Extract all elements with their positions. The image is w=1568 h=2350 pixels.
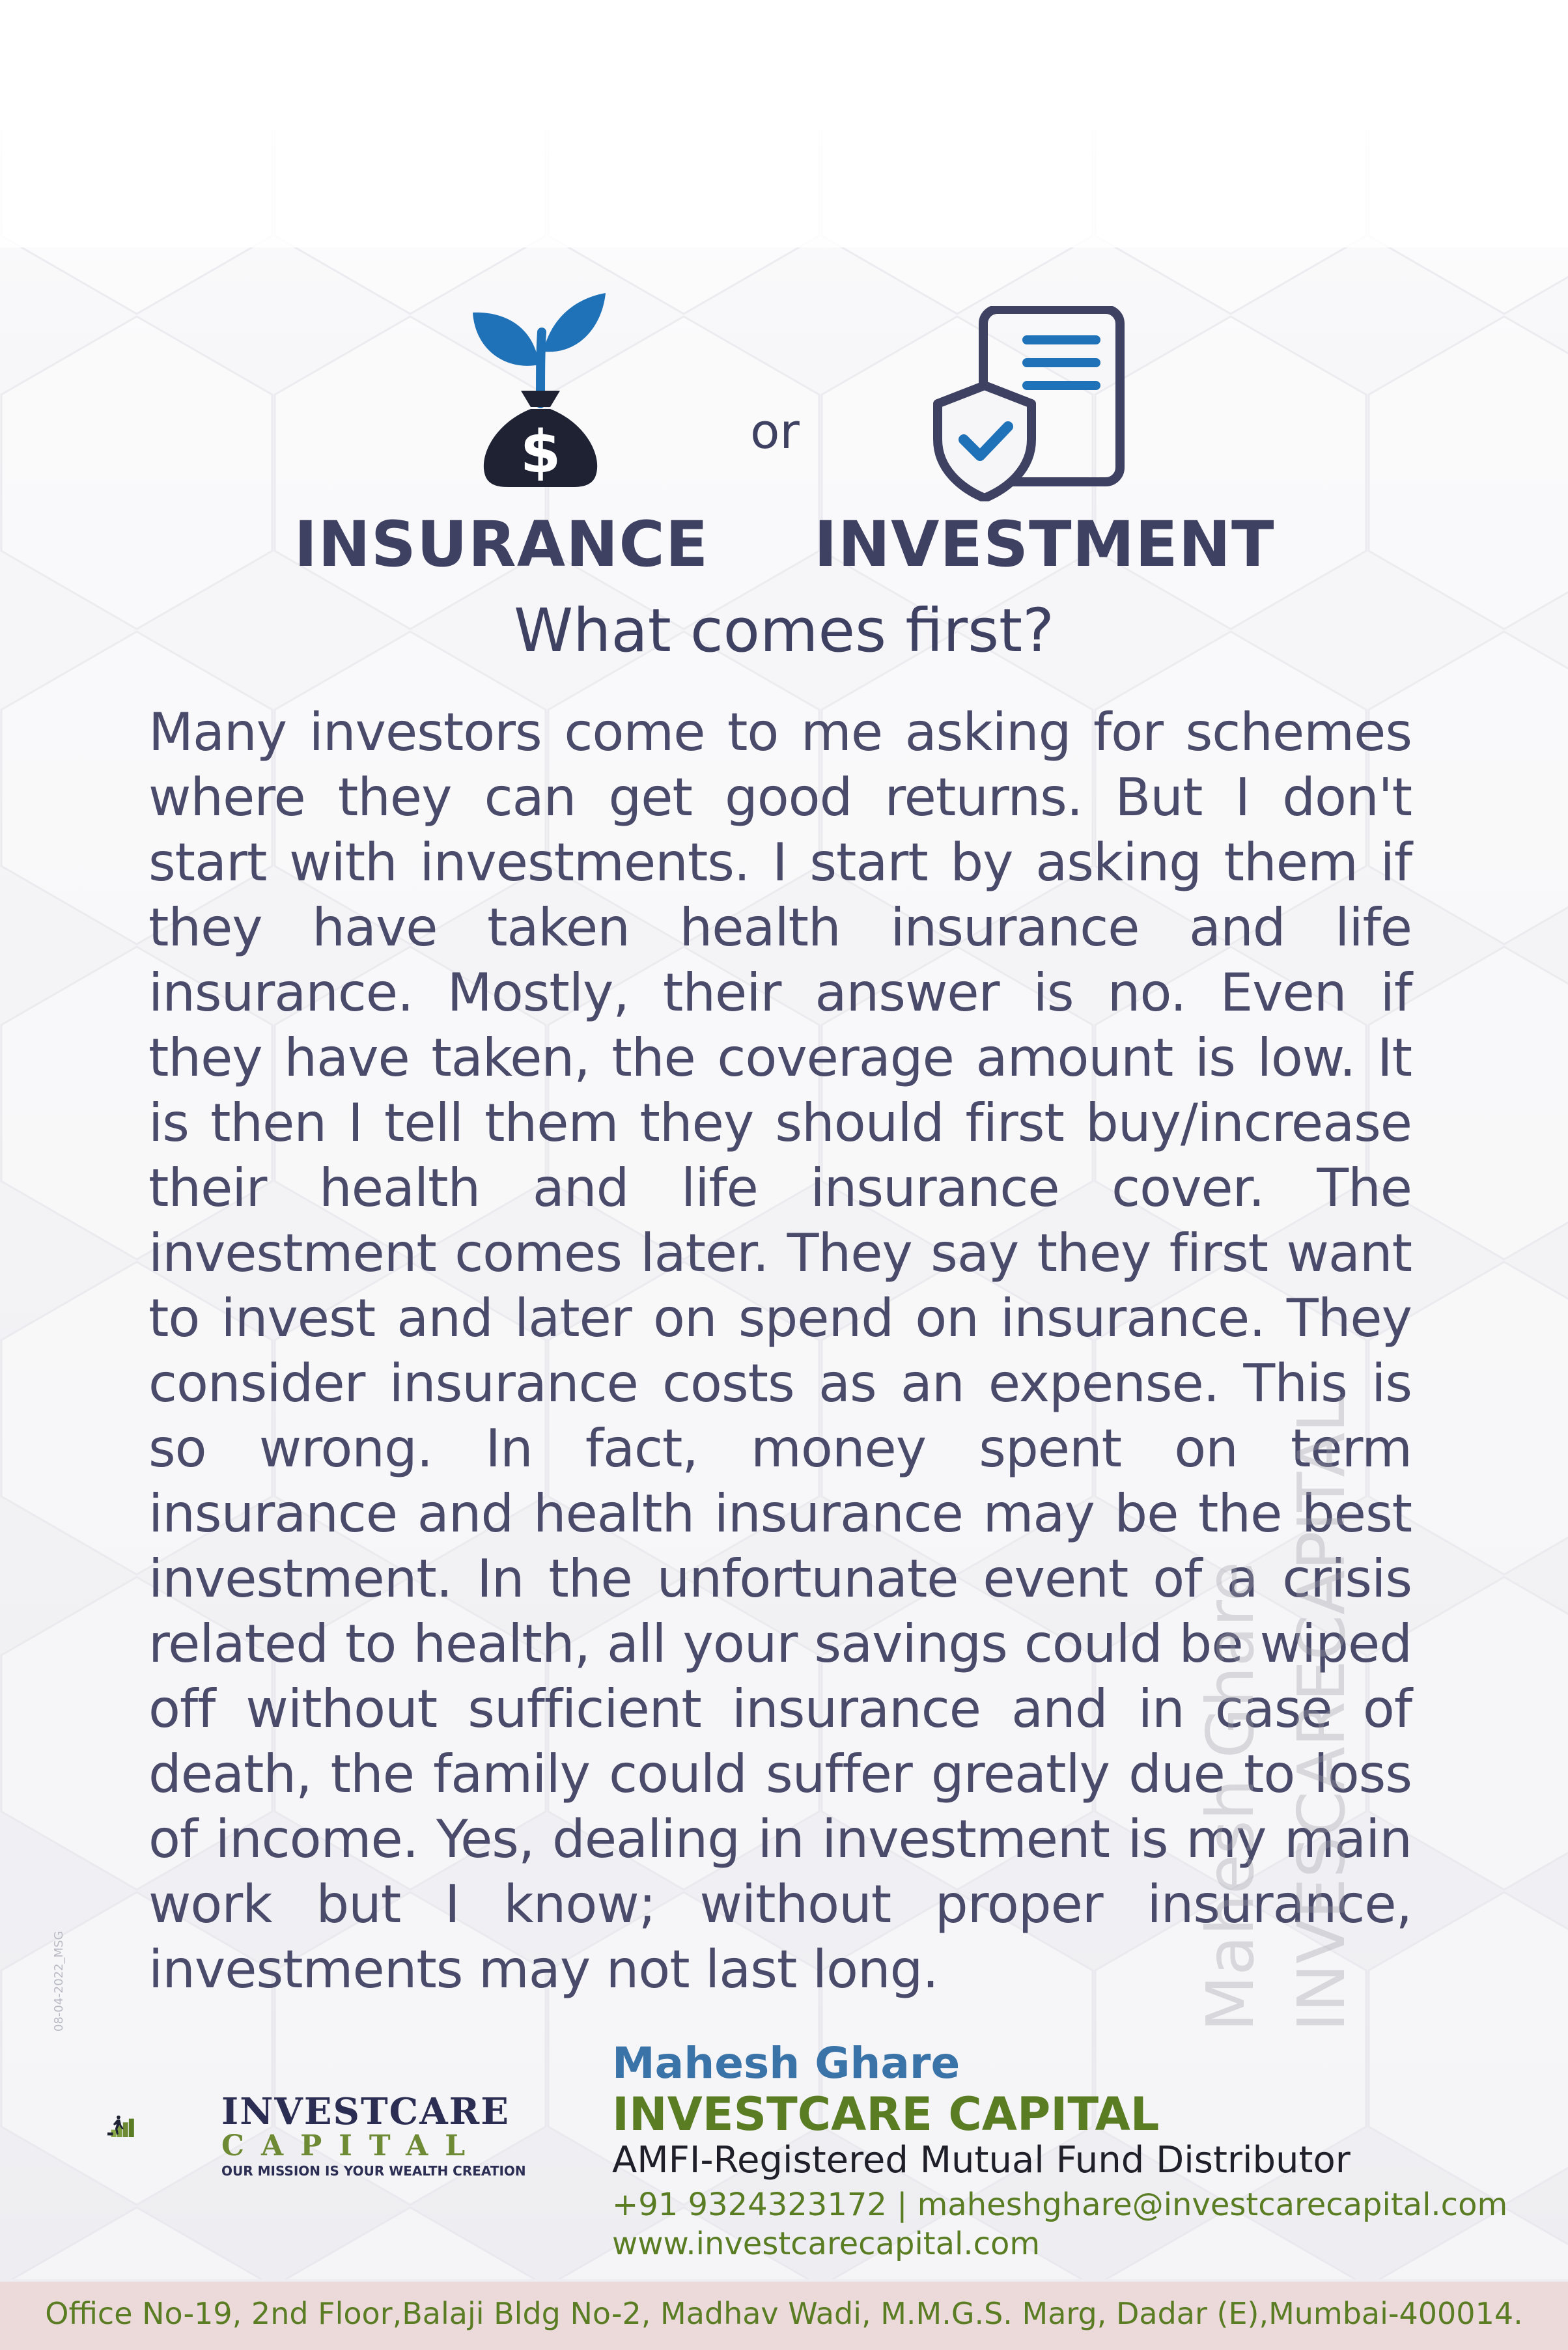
logo-subtitle: CAPITAL [221, 2129, 483, 2162]
contact-website-link[interactable]: www.investcarecapital.com [612, 2226, 1041, 2262]
document-id: 08-04-2022_MSG [52, 1931, 66, 2032]
contact-phone-email[interactable]: +91 9324323172 | maheshghare@investcarecapital.com [612, 2187, 1508, 2223]
contact-company: INVESTCARE CAPITAL [612, 2088, 1160, 2141]
investcare-logo-icon [107, 2084, 218, 2168]
logo-mission: OUR MISSION IS YOUR WEALTH CREATION [221, 2163, 526, 2179]
logo-title: INVESTCARE [221, 2090, 510, 2133]
watermark-line-1: Mahesh Ghare [1192, 1561, 1268, 2032]
watermark-line-2: INVESCARECAPITAL [1283, 1396, 1360, 2032]
or-connector: or [750, 404, 800, 460]
money-bag-plant-icon [469, 293, 612, 488]
footer-address: Office No-19, 2nd Floor,Balaji Bldg No-2, Madhav Wadi, M.M.G.S. Marg, Dadar (E),Mumbai-400014. [45, 2296, 1523, 2331]
insurance-heading: INSURANCE [294, 508, 709, 581]
svg-text:$: $ [520, 418, 561, 486]
subtitle: What comes first? [514, 596, 1054, 665]
contact-name: Mahesh Ghare [612, 2038, 960, 2088]
footer-bar [0, 2282, 1568, 2350]
body-paragraph: Many investors come to me asking for schemes where they can get good returns. But I don't start with investments. I start by asking them if they have taken health insurance and life insurance. Mostly, their answer is no. Even if they have taken, the coverage amount is low. It is then I tell them they should first buy/increase their health and life insurance cover. The investment comes later. They say they first want to invest and later on spend on insurance. They consider insurance costs as an expense. This is so wrong. In fact, money spent on term insurance and health insurance may be the best investment. In the unfortunate event of a crisis related to health, all your savings could be wiped off without sufficient insurance and in case of death, the family could suffer greatly due to loss of income. Yes, dealing in investment is my main work but I know; without proper insurance, investments may not last long. [148, 702, 1412, 2000]
contact-role: AMFI-Registered Mutual Fund Distributor [612, 2139, 1351, 2181]
investment-heading: INVESTMENT [814, 508, 1275, 581]
document-shield-check-icon [931, 306, 1127, 501]
watermark [1185, 1341, 1433, 2032]
